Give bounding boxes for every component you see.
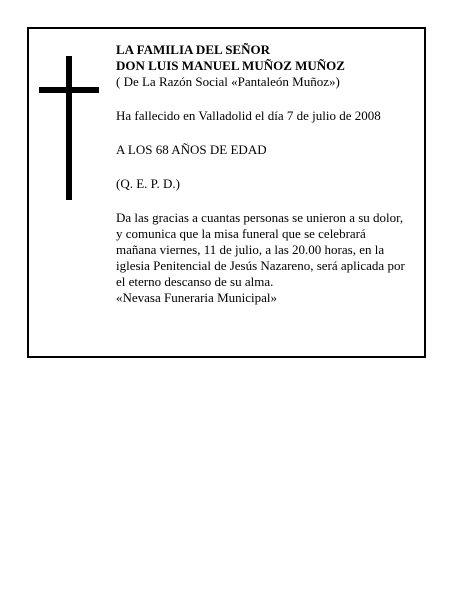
thanks-line: mañana viernes, 11 de julio, a las 20.00 horas, en la <box>116 242 385 257</box>
company-note: ( De La Razón Social «Pantaleón Muñoz») <box>116 74 340 89</box>
thanks-paragraph <box>116 210 422 306</box>
family-line: LA FAMILIA DEL SEÑOR <box>116 42 270 57</box>
latin-cross-icon <box>39 56 99 200</box>
rip-text: (Q. E. P. D.) <box>116 176 180 191</box>
death-info: Ha fallecido en Valladolid el día 7 de julio de 2008 <box>116 108 381 123</box>
age-info: A LOS 68 AÑOS DE EDAD <box>116 142 267 157</box>
notice-content <box>116 42 422 306</box>
obituary-notice <box>27 27 426 358</box>
cross-horizontal-bar <box>39 87 99 93</box>
funeral-home: «Nevasa Funeraria Municipal» <box>116 290 278 305</box>
deceased-name: DON LUIS MANUEL MUÑOZ MUÑOZ <box>116 58 345 73</box>
thanks-line: Da las gracias a cuantas personas se unieron a su dolor, <box>116 210 404 225</box>
thanks-line: el eterno descanso de su alma. <box>116 274 274 289</box>
cross-vertical-bar <box>66 56 72 200</box>
thanks-line: y comunica que la misa funeral que se celebrará <box>116 226 366 241</box>
thanks-line: iglesia Penitencial de Jesús Nazareno, será aplicada por <box>116 258 405 273</box>
